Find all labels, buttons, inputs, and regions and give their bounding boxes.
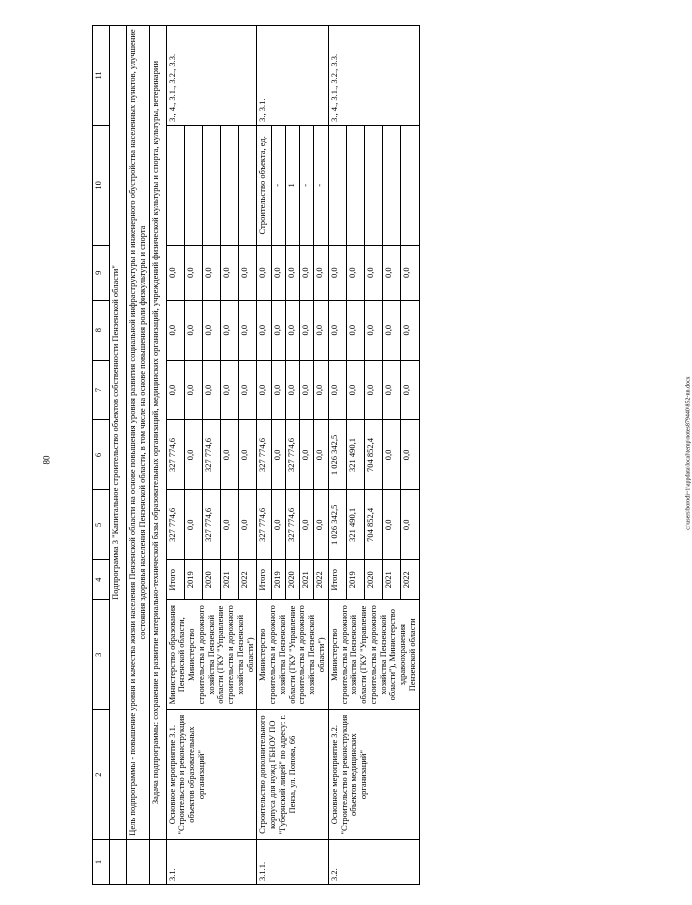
value-cell: 0,0 (221, 245, 239, 300)
executor: Министерство строительства и дорожного хозяйства Пензенской области (ГКУ "Управление строительства и дорожного хозяйства Пензенской области"), Министерство здравоохранения Пензенской области (328, 600, 419, 710)
value-cell: 0,0 (383, 420, 401, 490)
value-cell: 704 852,4 (365, 490, 383, 560)
value-cell: 0,0 (328, 245, 346, 300)
value-cell: 2020 (365, 560, 383, 600)
value-cell: 1 026 342,5 (328, 490, 346, 560)
table-rotated (92, 25, 612, 885)
value-cell: 0,0 (184, 420, 202, 490)
footer-path: c:\users\borodi~1\appdata\local\temp\notes879440\852-nn.docx (685, 376, 692, 530)
value-cell: 0,0 (383, 360, 401, 420)
value-cell: 0,0 (314, 300, 328, 360)
value-cell: 327 774,6 (166, 420, 184, 490)
header-cell: 3 (93, 600, 110, 710)
value-cell: 0,0 (221, 420, 239, 490)
value-cell: 327 774,6 (257, 420, 271, 490)
value-cell: 0,0 (365, 245, 383, 300)
value-cell: 0,0 (221, 360, 239, 420)
indicator-cell (401, 125, 419, 245)
indicator-cell (166, 125, 184, 245)
header-cell: 4 (93, 560, 110, 600)
indicator-cell (202, 125, 220, 245)
value-cell: 327 774,6 (166, 490, 184, 560)
value-cell: 0,0 (271, 245, 285, 300)
value-cell: 2019 (184, 560, 202, 600)
value-cell: Итого (166, 560, 184, 600)
value-cell: Итого (257, 560, 271, 600)
executor: Министерство строительства и дорожного хозяйства Пензенской области (ГКУ "Управление строительства и дорожного хозяйства Пензенской области") (257, 600, 328, 710)
indicator-cell: Строительство объекта, ед. (257, 125, 271, 245)
indicator-cell: - (271, 125, 285, 245)
value-cell: 0,0 (285, 245, 299, 300)
value-cell: 0,0 (383, 245, 401, 300)
value-cell: 0,0 (257, 360, 271, 420)
value-cell: 321 490,1 (346, 490, 364, 560)
value-cell: 0,0 (239, 420, 257, 490)
executor: Министерство образования Пензенской области, Министерство строительства и дорожного хозяйства Пензенской области (ГКУ "Управление строительства и дорожного хозяйства Пензенской области") (166, 600, 257, 710)
value-cell: 0,0 (184, 360, 202, 420)
reference-cell: 3., 3.1. (257, 26, 328, 126)
value-cell: 327 774,6 (285, 420, 299, 490)
table-row (257, 26, 271, 885)
value-cell: 0,0 (202, 300, 220, 360)
page-number: 80 (41, 455, 52, 465)
value-cell: 2021 (383, 560, 401, 600)
header-cell: 5 (93, 490, 110, 560)
row-number: 3.2. (328, 840, 419, 885)
table-row (328, 26, 346, 885)
value-cell: 2021 (300, 560, 314, 600)
value-cell: 0,0 (166, 245, 184, 300)
value-cell: Итого (328, 560, 346, 600)
value-cell: 0,0 (346, 300, 364, 360)
header-cell: 1 (93, 840, 110, 885)
reference-cell: 3., 4., 3.1., 3.2., 3.3. (166, 26, 257, 126)
value-cell: 2021 (221, 560, 239, 600)
value-cell: 0,0 (202, 245, 220, 300)
reference-cell: 3., 4., 3.1., 3.2., 3.3. (328, 26, 419, 126)
value-cell: 0,0 (328, 360, 346, 420)
value-cell: 2022 (314, 560, 328, 600)
value-cell: 0,0 (300, 360, 314, 420)
value-cell: 0,0 (401, 490, 419, 560)
value-cell: 0,0 (383, 490, 401, 560)
value-cell: 0,0 (401, 420, 419, 490)
value-cell: 0,0 (314, 360, 328, 420)
value-cell: 0,0 (184, 490, 202, 560)
value-cell: 2019 (271, 560, 285, 600)
value-cell: 0,0 (166, 300, 184, 360)
indicator-cell: 1 (285, 125, 299, 245)
value-cell: 0,0 (239, 245, 257, 300)
value-cell: 0,0 (202, 360, 220, 420)
value-cell: 2022 (401, 560, 419, 600)
value-cell: 0,0 (271, 360, 285, 420)
header-cell: 2 (93, 710, 110, 840)
value-cell: 0,0 (328, 300, 346, 360)
value-cell: 1 026 342,5 (328, 420, 346, 490)
indicator-cell (383, 125, 401, 245)
value-cell: 0,0 (285, 360, 299, 420)
row-number: 3.1.1. (257, 840, 328, 885)
indicator-cell (239, 125, 257, 245)
value-cell: 0,0 (271, 490, 285, 560)
header-cell: 9 (93, 245, 110, 300)
value-cell: 0,0 (300, 245, 314, 300)
value-cell: 0,0 (346, 360, 364, 420)
value-cell: 0,0 (300, 490, 314, 560)
value-cell: 0,0 (257, 300, 271, 360)
header-cell: 7 (93, 360, 110, 420)
value-cell: 0,0 (300, 300, 314, 360)
value-cell: 0,0 (271, 420, 285, 490)
value-cell: 0,0 (383, 300, 401, 360)
value-cell: 0,0 (314, 420, 328, 490)
value-cell: 0,0 (401, 245, 419, 300)
value-cell: 0,0 (184, 300, 202, 360)
value-cell: 0,0 (166, 360, 184, 420)
value-cell: 0,0 (285, 300, 299, 360)
indicator-cell (328, 125, 346, 245)
value-cell: 2019 (346, 560, 364, 600)
value-cell: 0,0 (257, 245, 271, 300)
task-text: Задача подпрограммы: сохранение и развитие материально-технической базы образовательных организаций, медицинских организаций, учреждений физической культуры и спорта, культуры, ветеринарии (149, 26, 166, 840)
value-cell: 0,0 (184, 245, 202, 300)
value-cell: 2022 (239, 560, 257, 600)
value-cell: 327 774,6 (202, 420, 220, 490)
value-cell: 704 852,4 (365, 420, 383, 490)
value-cell: 0,0 (365, 300, 383, 360)
value-cell: 0,0 (300, 420, 314, 490)
value-cell: 0,0 (401, 300, 419, 360)
header-cell: 8 (93, 300, 110, 360)
value-cell: 0,0 (271, 300, 285, 360)
value-cell: 2020 (285, 560, 299, 600)
value-cell: 327 774,6 (257, 490, 271, 560)
goal-text: Цель подпрограммы - повышение уровня и качества жизни населения Пензенской области на основе повышения уровня развития социальной инфраструктуры и инженерного обустройства населенных пунктов, улучшение состояния здоровья населения Пензенской области, в том числе на основе повышения роли физкультуры и спорта (127, 26, 150, 840)
header-cell: 10 (93, 125, 110, 245)
value-cell: 327 774,6 (202, 490, 220, 560)
indicator-cell (346, 125, 364, 245)
value-cell: 0,0 (239, 360, 257, 420)
value-cell: 321 490,1 (346, 420, 364, 490)
indicator-cell (221, 125, 239, 245)
value-cell: 0,0 (314, 245, 328, 300)
indicator-cell: - (314, 125, 328, 245)
header-cell: 6 (93, 420, 110, 490)
program-table (92, 25, 420, 885)
section-title: Подпрограмма 3 "Капитальное строительство объектов собственности Пензенской области" (110, 26, 127, 840)
indicator-cell (365, 125, 383, 245)
value-cell: 0,0 (221, 300, 239, 360)
value-cell: 0,0 (221, 490, 239, 560)
activity-name: Строительство дополнительного корпуса для нужд ГБНОУ ПО "Губернский лицей" по адресу: г. Пенза, ул. Попова, 66 (257, 710, 328, 840)
value-cell: 0,0 (239, 490, 257, 560)
activity-name: Основное мероприятие 3.1. "Строительство и реконструкция объектов образовательных организаций" (166, 710, 257, 840)
activity-name: Основное мероприятие 3.2. "Строительство и реконструкция объектов медицинских организаций" (328, 710, 419, 840)
row-number: 3.1. (166, 840, 257, 885)
value-cell: 0,0 (346, 245, 364, 300)
value-cell: 0,0 (365, 360, 383, 420)
indicator-cell (184, 125, 202, 245)
header-cell: 11 (93, 26, 110, 126)
value-cell: 0,0 (401, 360, 419, 420)
value-cell: 327 774,6 (285, 490, 299, 560)
indicator-cell: - (300, 125, 314, 245)
value-cell: 0,0 (314, 490, 328, 560)
value-cell: 0,0 (239, 300, 257, 360)
value-cell: 2020 (202, 560, 220, 600)
table-row (166, 26, 184, 885)
